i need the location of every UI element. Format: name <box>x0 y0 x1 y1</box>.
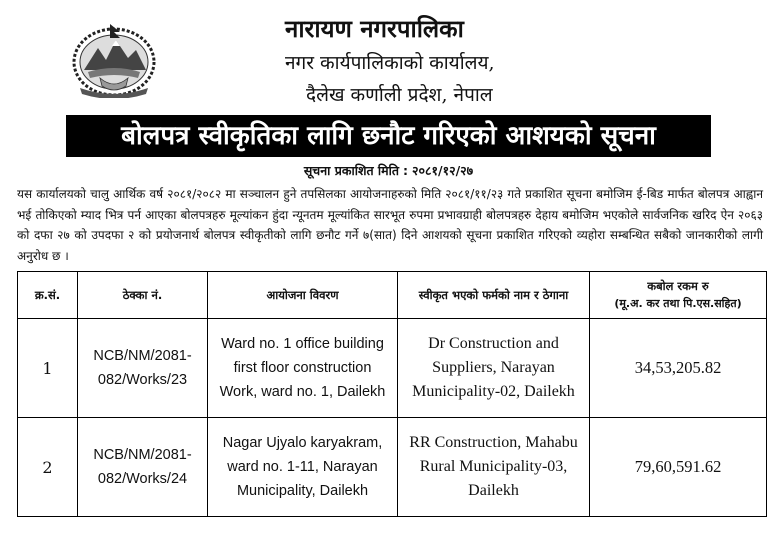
table-row <box>18 319 767 418</box>
header-amount-label: कबोल रकम रु <box>647 279 709 293</box>
header-project: आयोजना विवरण <box>208 272 398 319</box>
row-sn: 2 <box>18 418 78 517</box>
row-sn: 1 <box>18 319 78 418</box>
header-sn: क्र.सं. <box>18 272 78 319</box>
header-amount-sub: (मू.अ. कर तथा पि.एस.सहित) <box>614 297 742 310</box>
publication-date-separator: : <box>403 163 408 178</box>
row-firm: RR Construction, Mahabu Rural Municipality-03, Dailekh <box>398 418 590 517</box>
contract-award-table <box>17 271 767 517</box>
publication-date-line <box>0 162 777 180</box>
row-firm: Dr Construction and Suppliers, Narayan Municipality-02, Dailekh <box>398 319 590 418</box>
row-contract-no: NCB/NM/2081-082/Works/23 <box>78 319 208 418</box>
notice-body: यस कार्यालयको चालु आर्थिक वर्ष २०८१/२०८२ मा सञ्चालन हुने तपसिलका आयोजनाहरुको मिति २०८१/११/२३ गते प्रकाशित सूचना बमोजिम ई-बिड मार्फत बोलपत्र आह्वान भई तोकिएको म्याद भित्र पर्न आएका बोलपत्रहरु मूल्यांकन हुंदा न्यूनतम मूल्यांकित सारभूत रुपमा प्रभावग्राही बोलपत्रहरु देहाय बमोजिम भएकोले सार्वजनिक खरिद ऐन २०६३ को दफा २७ को उपदफा २ को प्रयोजनार्थ बोलपत्र स्वीकृतीको लागि छनौट गर्ने ७(सात) दिने आशयको सूचना प्रकाशित गरिएको व्यहोरा सम्बन्धित सबैको जानकारीको लागी अनुरोध छ । <box>17 187 763 263</box>
row-amount: 79,60,591.62 <box>590 418 767 517</box>
publication-date-value: २०८१/१२/२७ <box>412 163 474 178</box>
office-address: दैलेख कर्णाली प्रदेश, नेपाल <box>306 84 493 106</box>
notice-title-banner: बोलपत्र स्वीकृतिका लागि छनौट गरिएको आशयको सूचना <box>66 115 711 157</box>
organization-name: नारायण नगरपालिका <box>285 14 464 43</box>
table-header-row <box>18 272 767 319</box>
government-emblem-icon <box>70 20 158 98</box>
row-amount: 34,53,205.82 <box>590 319 767 418</box>
table-row <box>18 418 767 517</box>
publication-date-label: सूचना प्रकाशित मिति <box>303 163 399 178</box>
header-contract-no: ठेक्का नं. <box>78 272 208 319</box>
row-project: Nagar Ujyalo karyakram, ward no. 1-11, Narayan Municipality, Dailekh <box>208 418 398 517</box>
office-name: नगर कार्यपालिकाको कार्यालय, <box>285 52 495 74</box>
header-firm: स्वीकृत भएको फर्मको नाम र ठेगाना <box>398 272 590 319</box>
row-project: Ward no. 1 office building first floor construction Work, ward no. 1, Dailekh <box>208 319 398 418</box>
row-contract-no: NCB/NM/2081-082/Works/24 <box>78 418 208 517</box>
header-amount <box>590 272 767 319</box>
